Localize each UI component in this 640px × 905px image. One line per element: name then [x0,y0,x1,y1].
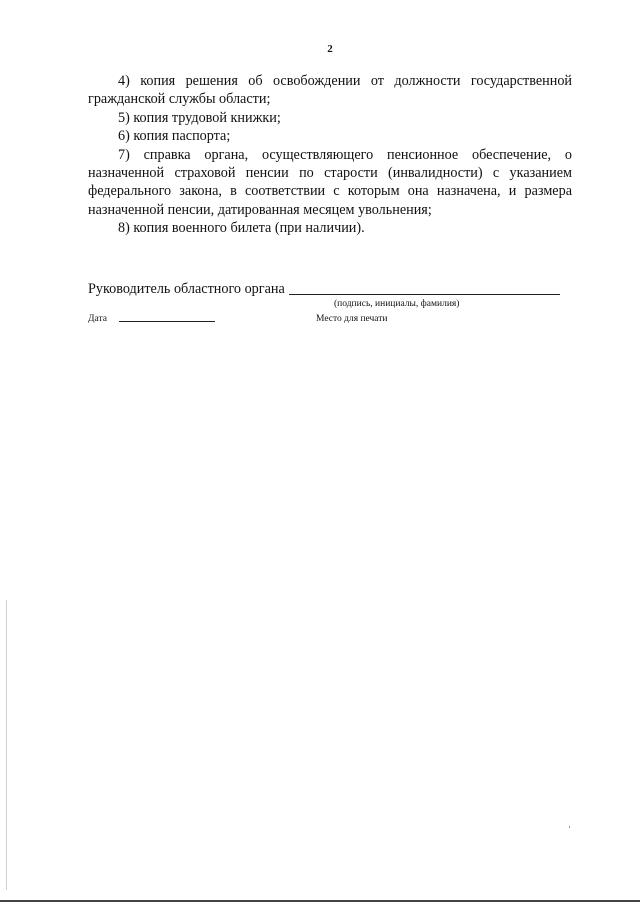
signature-block [88,281,572,309]
scan-speck [569,826,570,828]
list-item-7: 7) справка органа, осуществляющего пенсионное обеспечение, о назначенной страховой пенсии по старости (инвалидности) с указанием федерального закона, в соответствии с которым она назначена, и размера назначенной пенсии, датированная месяцем увольнения; [88,146,572,218]
list-item-5: 5) копия трудовой книжки; [118,109,281,126]
signature-row [88,281,572,298]
document-body [88,72,572,238]
list-item-6: 6) копия паспорта; [118,128,231,145]
scan-edge-bottom [0,900,640,902]
signature-caption: (подпись, инициалы, фамилия) [334,299,460,309]
signature-label: Руководитель областного органа [88,281,285,297]
date-label: Дата [88,314,107,324]
signature-line [289,293,560,295]
list-item-8: 8) копия военного билета (при наличии). [118,220,365,237]
date-line [119,321,215,322]
page-number: 2 [327,43,333,55]
list-item-4: 4) копия решения об освобождении от должности государственной гражданской службы области; [88,73,572,108]
stamp-place-label: Место для печати [316,314,388,324]
scan-edge-left [6,600,7,890]
date-row [88,314,215,324]
